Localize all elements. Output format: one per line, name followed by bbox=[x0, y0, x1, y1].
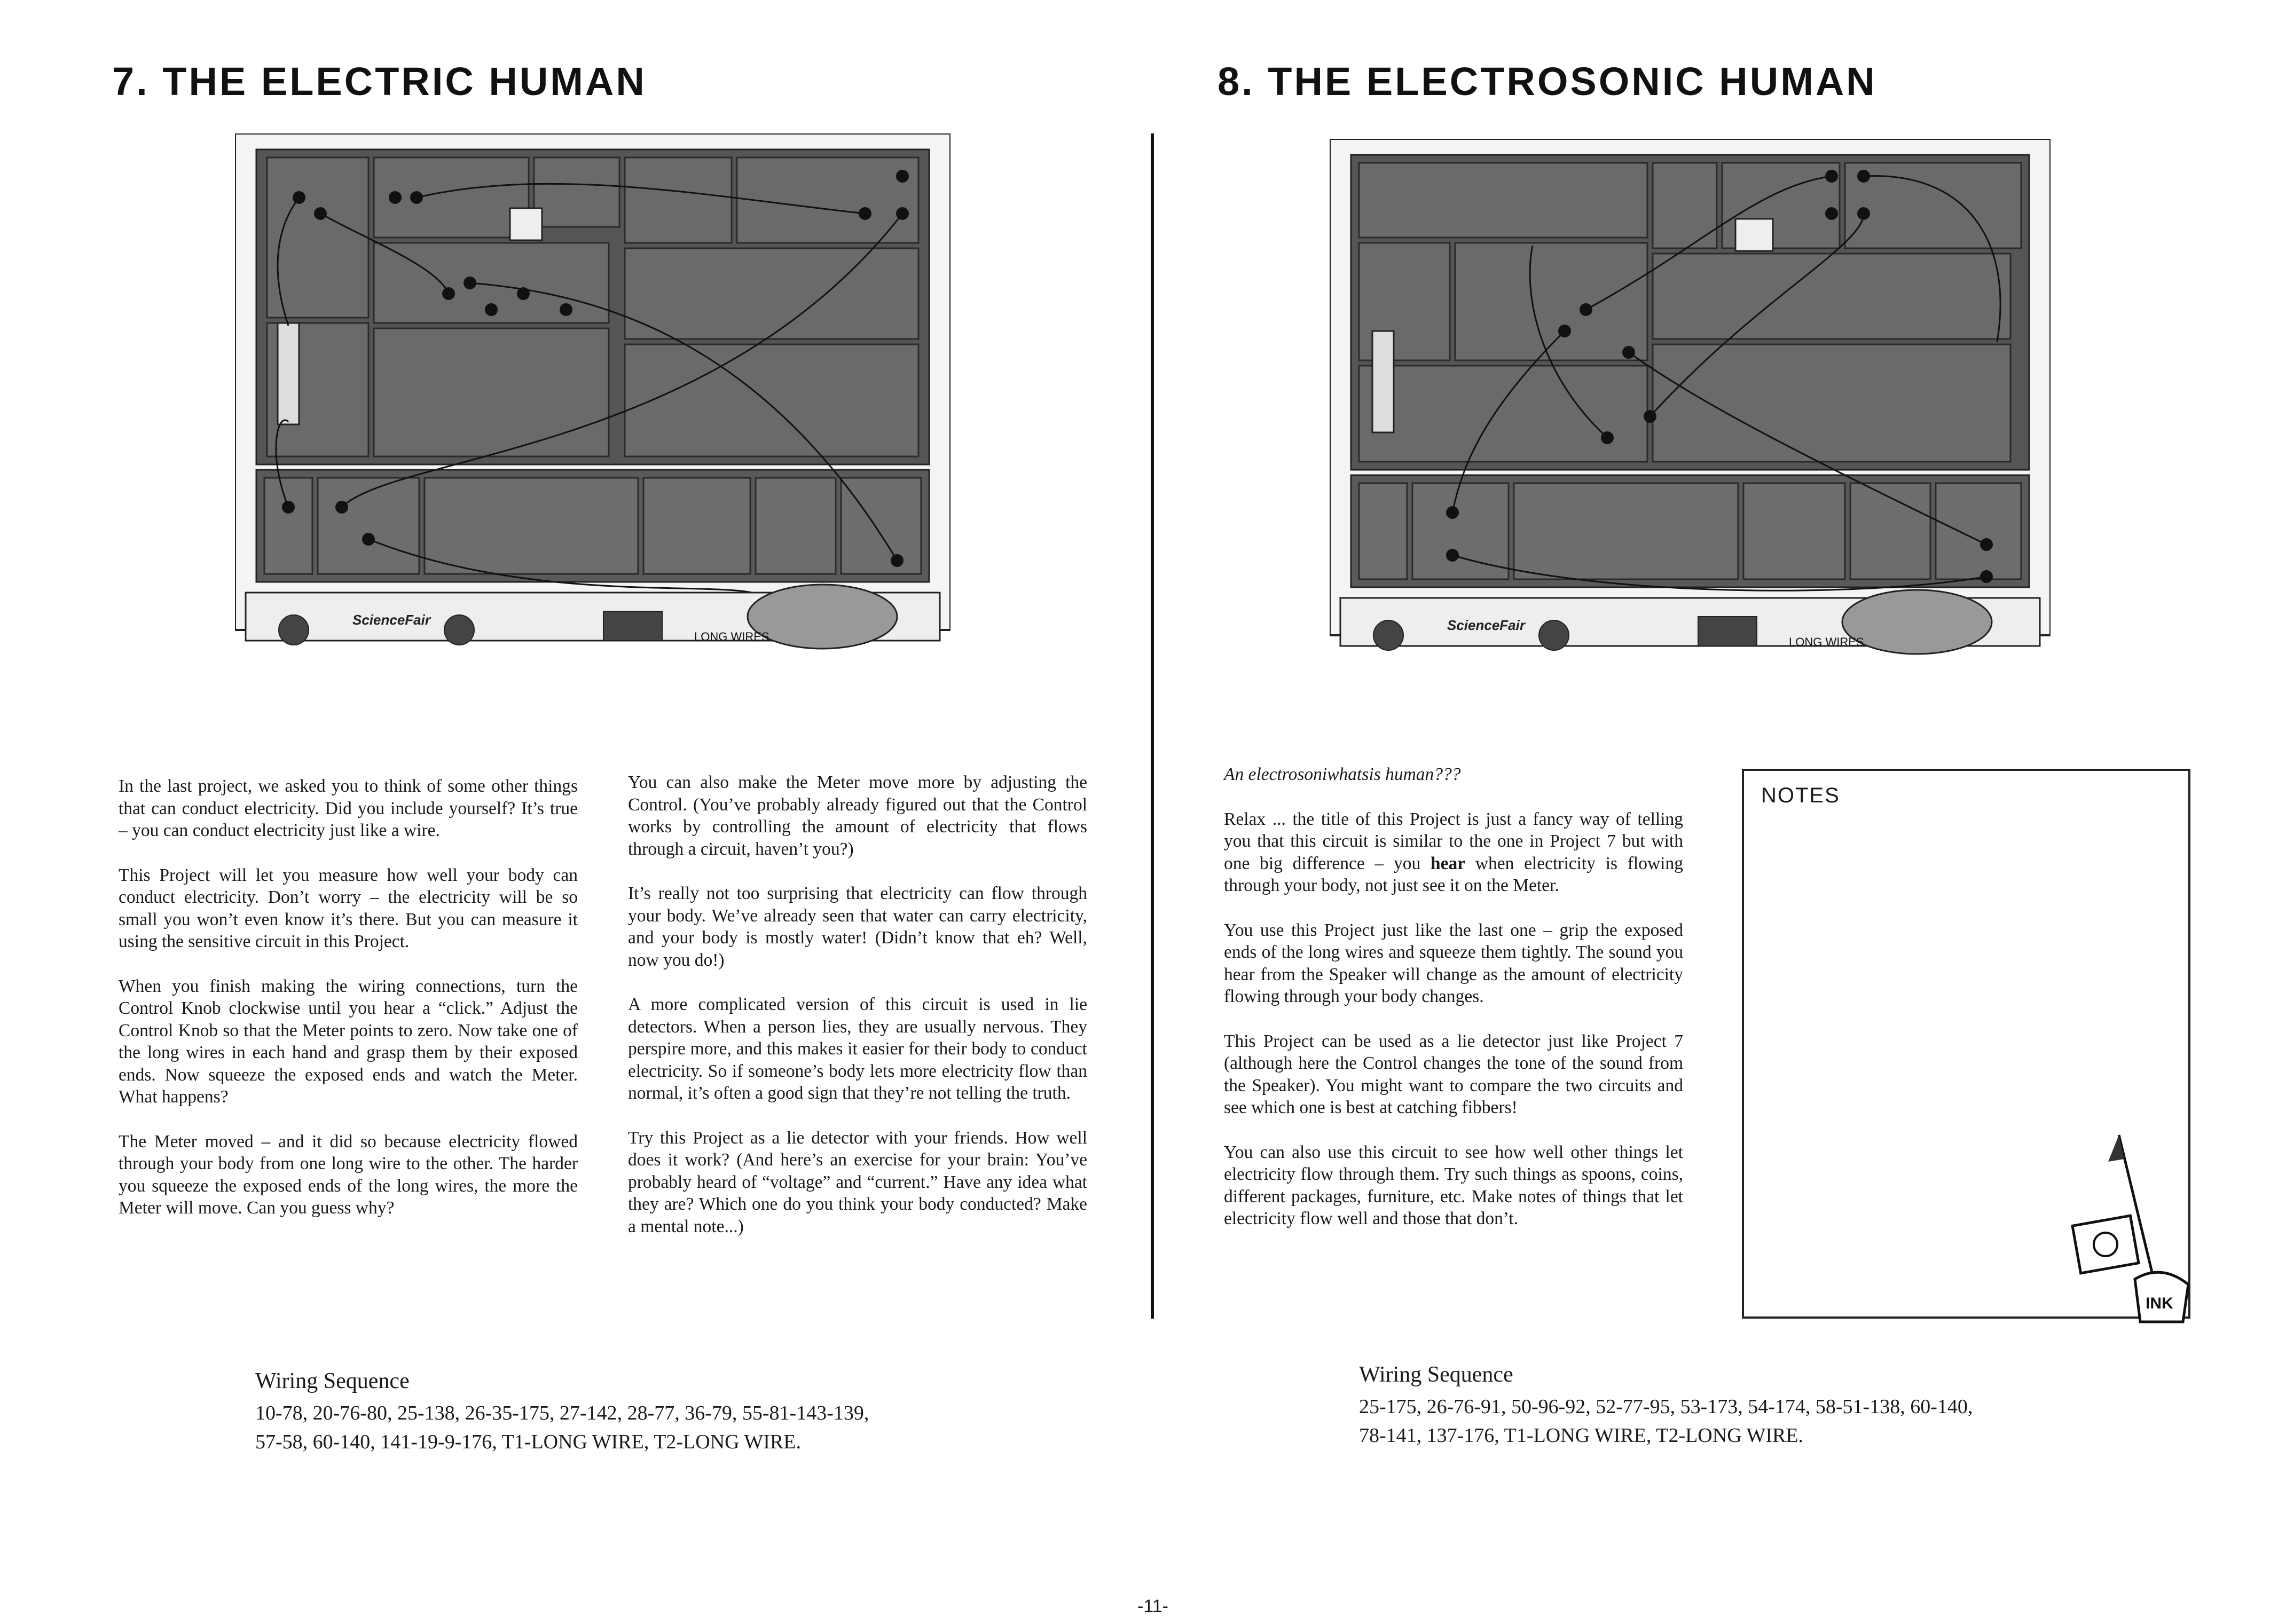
paragraph: You can also make the Meter move more by adjusting the Control. (You’ve probably already figured out that the Control works by controlling the amount of electricity that flows through a circuit, haven’t you?) bbox=[628, 772, 1087, 859]
wiring-sequence-left bbox=[255, 1367, 1056, 1456]
wiring-heading: Wiring Sequence bbox=[1359, 1362, 1513, 1387]
pen-and-ink-icon bbox=[2055, 1130, 2199, 1327]
paragraph-text: Relax ... the title of this Project is just a fancy way of telling you that this circuit is similar to the one in Project 7 but with one big difference – you bbox=[1224, 809, 1683, 873]
wiring-sequence-text: 10-78, 20-76-80, 25-138, 26-35-175, 27-142, 28-77, 36-79, 55-81-143-139, 57-58, 60-140, 141-19-9-176, T1-LONG WIRE, T2-LONG WIRE. bbox=[255, 1402, 869, 1453]
notes-box bbox=[1742, 769, 2190, 1319]
left-column-2 bbox=[628, 771, 1087, 1260]
wiring-sequence-text: 25-175, 26-76-91, 50-96-92, 52-77-95, 53-173, 54-174, 58-51-138, 60-140, 78-141, 137-176, T1-LONG WIRE, T2-LONG WIRE. bbox=[1359, 1396, 1973, 1447]
paragraph: When you finish making the wiring connections, turn the Control Knob clockwise until you hear a “click.” Adjust the Control Knob so that the Meter points to zero. Now take one of the long wires in each hand and grasp them by their exposed ends. Now squeeze the exposed ends and watch the Meter. What happens? bbox=[119, 976, 578, 1107]
wiring-heading: Wiring Sequence bbox=[255, 1369, 410, 1393]
notes-label: NOTES bbox=[1761, 784, 1840, 807]
ink-label: INK bbox=[2146, 1295, 2173, 1312]
left-column-1 bbox=[119, 775, 578, 1242]
paragraph: It’s really not too surprising that electricity can flow through your body. We’ve already seen that water can carry electricity, and your body is mostly water! (Didn’t know that eh? Well, now you do!) bbox=[628, 884, 1087, 970]
page-divider bbox=[1151, 133, 1154, 1319]
wiring-sequence-right bbox=[1359, 1360, 2160, 1450]
paragraph: The Meter moved – and it did so because electricity flowed through your body from one long wire to the other. The harder you squeeze the exposed ends of the long wires, the more the Meter will move. Can you guess why? bbox=[119, 1131, 578, 1218]
paragraph: You can also use this circuit to see how well other things let electricity flow through them. Try such things as spoons, coins, different packages, furniture, etc. Make notes of things that let electricity flow well and those that don’t. bbox=[1224, 1142, 1683, 1228]
page-title-left: 7. THE ELECTRIC HUMAN bbox=[112, 59, 647, 104]
paragraph: You use this Project just like the last one – grip the exposed ends of the long wires and squeeze them tightly. The sound you hear from the Speaker will change as the amount of electricity flowing through your body changes. bbox=[1224, 920, 1683, 1006]
page-number: -11- bbox=[1137, 1596, 1168, 1617]
bold-word: hear bbox=[1430, 853, 1466, 873]
paragraph: In the last project, we asked you to think of some other things that can conduct electricity. Did you include yourself? It’s true – you can conduct electricity just like a wire. bbox=[119, 776, 578, 840]
paragraph: Try this Project as a lie detector with your friends. How well does it work? (And here’s an exercise for your brain: You’ve probably heard of “voltage” and “current.” Have any idea what they are? Which one do you think your body conducted? Make a mental note...) bbox=[628, 1128, 1087, 1236]
paragraph: This Project can be used as a lie detector just like Project 7 (although here the Control changes the tone of the sound from the Speaker). You might want to compare the two circuits and see which one is best at catching fibbers! bbox=[1224, 1031, 1683, 1117]
right-column bbox=[1224, 763, 1683, 1252]
electronics-kit-illustration-right bbox=[1330, 139, 2051, 662]
kit-wires-label-right: LONG WIRES bbox=[1789, 635, 1864, 649]
page-title-right: 8. THE ELECTROSONIC HUMAN bbox=[1217, 59, 1877, 104]
project-subtitle: An electrosoniwhatsis human??? bbox=[1224, 764, 1461, 784]
kit-wires-label-left: LONG WIRES bbox=[694, 630, 769, 643]
paragraph: A more complicated version of this circuit is used in lie detectors. When a person lies, they are usually nervous. They perspire more, and this makes it easier for their body to conduct electricity. So if someone’s body lets more electricity flow than normal, it’s often a good sign that they’re not telling the truth. bbox=[628, 995, 1087, 1103]
electronics-kit-illustration-left bbox=[235, 133, 951, 657]
paragraph: This Project will let you measure how well your body can conduct electricity. Don’t worry – the electricity will be so small you won’t even know it’s there. But you can measure it using the sensitive circuit in this Project. bbox=[119, 865, 578, 951]
kit-brand-right: ScienceFair bbox=[1447, 617, 1525, 633]
paragraph-text: when electricity is flowing through your body, not just see it on the Meter. bbox=[1224, 853, 1683, 895]
paragraph bbox=[1224, 808, 1683, 897]
kit-brand-left: ScienceFair bbox=[352, 612, 430, 628]
